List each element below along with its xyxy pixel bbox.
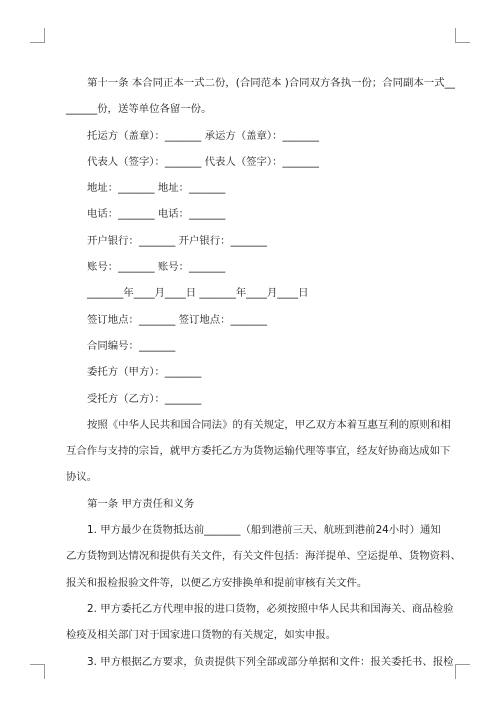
crop-mark-bottom-right [455, 664, 470, 679]
field-account: 账号：_______ 账号：_______ [87, 261, 226, 274]
field-date: _______年____月____日 _______年____月____日 [87, 287, 309, 300]
signature-shipper-carrier: 托运方（盖章）：_______ 承运方（盖章）：_______ [87, 129, 319, 142]
field-principal-party-a: 委托方（甲方）：_______ [87, 366, 202, 379]
clause-3-line-1: 3. 甲方根据乙方要求，负责提供下列全部或部分单据和文件：报关委托书、报检 [87, 655, 454, 668]
document-body [66, 70, 461, 675]
clause-1-line-1: 1. 甲方最少在货物抵达前_______（船到港前三天、航班到港前24小时）通知 [87, 524, 441, 537]
article-11-line-1: 第十一条 本合同正本一式二份，(合同范本 )合同双方各执一份；合同副本一式__ [87, 77, 455, 89]
article-11-line-2: ______份，送等单位各留一份。 [66, 103, 212, 116]
preamble-line-1: 按照《中华人民共和国合同法》的有关规定，甲乙双方本着互惠互利的原则和相 [87, 418, 451, 431]
crop-mark-top-left [30, 28, 45, 43]
crop-mark-bottom-left [30, 664, 45, 679]
field-contract-number: 合同编号：_______ [87, 339, 176, 352]
clause-2-line-1: 2. 甲方委托乙方代理申报的进口货物，必须按照中华人民共和国海关、商品检验 [87, 602, 454, 615]
preamble-line-2: 互合作与支持的宗旨，就甲方委托乙方为货物运输代理等事宜，经友好协商达成如下 [66, 445, 451, 458]
clause-1-line-2: 乙方货物到达情况和提供有关文件，有关文件包括：海洋提单、空运提单、货物资料、 [66, 550, 461, 563]
clause-2-line-2: 检疫及相关部门对于国家进口货物的有关规定，如实申报。 [66, 629, 337, 642]
signature-representative: 代表人（签字）：_______ 代表人（签字）：_______ [87, 155, 319, 168]
article-1-heading: 第一条 甲方责任和义务 [87, 497, 195, 510]
field-bank: 开户银行：_______ 开户银行：_______ [87, 234, 267, 247]
field-agent-party-b: 受托方（乙方）：_______ [87, 392, 202, 405]
field-address: 地址：_______ 地址：_______ [87, 182, 226, 195]
field-phone: 电话：_______ 电话：_______ [87, 208, 226, 221]
crop-mark-top-right [455, 28, 470, 43]
preamble-line-3: 协议。 [66, 471, 98, 484]
clause-1-line-3: 报关和报检报验文件等，以便乙方安排换单和提前审核有关文件。 [66, 576, 368, 589]
field-signing-place: 签订地点：_______ 签订地点：_______ [87, 313, 267, 326]
